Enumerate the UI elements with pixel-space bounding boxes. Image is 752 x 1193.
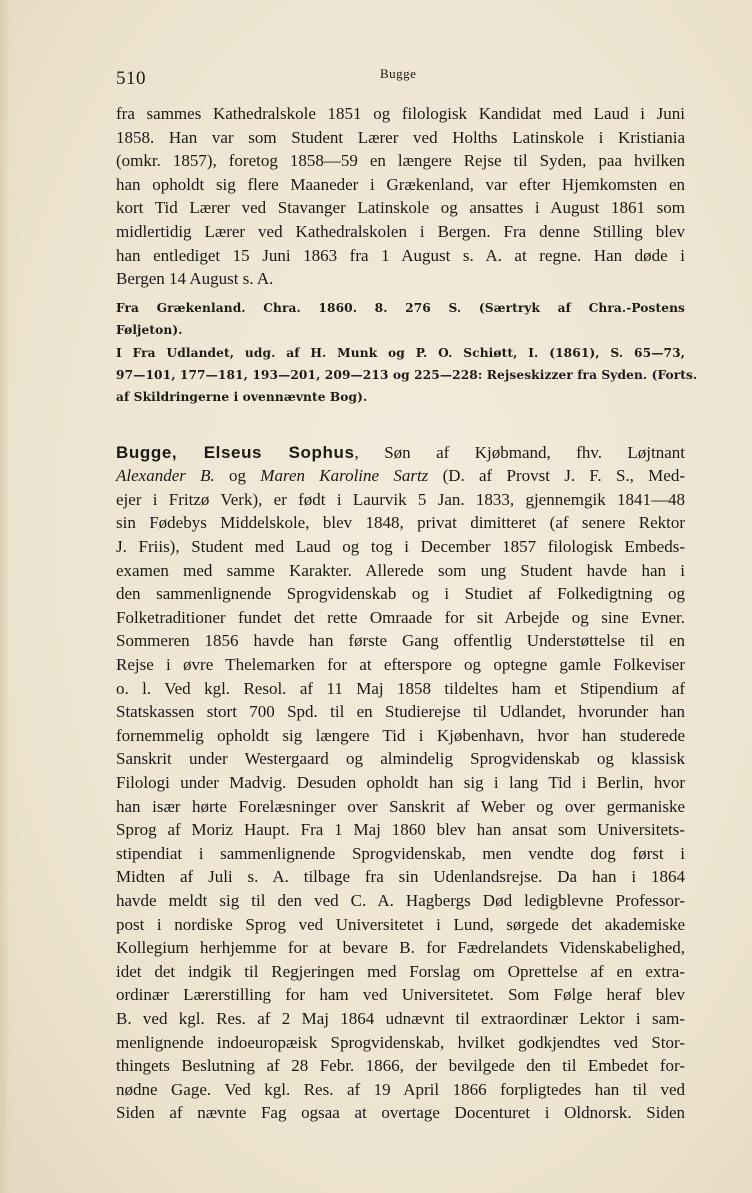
entry-name: Bugge, Elseus Sophus xyxy=(116,442,355,462)
bibliography-line: I Fra Udlandet, udg. af H. Munk og P. O. Schiøtt, I. (1861), S. 65—73, xyxy=(116,345,685,360)
page-body xyxy=(116,102,698,1125)
text-line: midlertidig Lærer ved Kathedralskolen i Bergen. Fra denne Stilling blev xyxy=(116,221,685,241)
text-line: den sammenlignende Sprogvidenskab og i Studiet af Folkedigtning og xyxy=(116,584,685,604)
text-line: ordinær Lærerstilling for ham ved Universitetet. Som Følge heraf blev xyxy=(116,985,685,1005)
entry-1-bibliography xyxy=(116,297,698,409)
text-line: examen med samme Karakter. Allerede som ung Student havde han i xyxy=(116,560,685,580)
bibliography-line: 97—101, 177—181, 193—201, 209—213 og 225—228: Rejseskizzer fra Syden. (Forts. xyxy=(116,367,698,382)
text-fragment: , Søn af Kjøbmand, fhv. Løjtnant xyxy=(354,442,685,462)
text-line: ejer i Fritzø Verk), er født i Laurvik 5 Jan. 1833, gjennemgik 1841—48 xyxy=(116,489,685,509)
text-line: (omkr. 1857), foretog 1858—59 en længere Rejse til Syden, paa hvilken xyxy=(116,151,685,171)
father-name: Alexander B. xyxy=(116,466,215,486)
text-line: fra sammes Kathedralskole 1851 og filologisk Kandidat med Laud i Juni xyxy=(116,104,685,123)
text-line: Midten af Juli s. A. tilbage fra sin Udenlandsrejse. Da han i 1864 xyxy=(116,867,685,887)
text-line: han entlediget 15 Juni 1863 fra 1 August s. A. at regne. Han døde i xyxy=(116,245,685,265)
text-line: stipendiat i sammenlignende Sprogvidenskab, men vendte dog først i xyxy=(116,843,685,863)
text-line: 1858. Han var som Student Lærer ved Holths Latinskole i Kristiania xyxy=(116,127,685,147)
text-line: sin Fødebys Middelskole, blev 1848, privat dimitteret (af senere Rektor xyxy=(116,513,685,533)
entry-1-text xyxy=(116,102,685,291)
text-line: idet det indgik til Regjeringen med Forslag om Oprettelse af en extra- xyxy=(116,961,685,981)
text-line: han opholdt sig flere Maaneder i Grækenland, var efter Hjemkomsten en xyxy=(116,174,685,194)
mother-name: Maren Karoline Sartz xyxy=(260,466,429,486)
entry-heading-line xyxy=(116,441,685,465)
text-line: Bergen 14 August s. A. xyxy=(116,269,274,289)
page-number: 510 xyxy=(116,68,146,89)
entry-2-text xyxy=(116,441,685,1125)
text-line: Folketraditioner fundet det rette Omraade for sit Arbejde og sine Evner. xyxy=(116,607,685,627)
text-line: thingets Beslutning af 28 Febr. 1866, der bevilgede den til Embedet for- xyxy=(116,1056,685,1076)
text-line: nødne Gage. Ved kgl. Res. af 19 April 1866 forpligtedes han til ved xyxy=(116,1079,685,1099)
text-line: Statskassen stort 700 Spd. til en Studierejse til Udlandet, hvorunder han xyxy=(116,702,685,722)
text-line: post i nordiske Sprog ved Universitetet i Lund, sørgede det akademiske xyxy=(116,914,685,934)
text-line: Kollegium herhjemme for at bevare B. for Fædrelandets Videnskabelighed, xyxy=(116,938,685,958)
text-line: menlignende indoeuropæisk Sprogvidenskab, hvilket godkjendtes ved Stor- xyxy=(116,1032,685,1052)
page-header xyxy=(116,66,684,92)
text-line: fornemmelig opholdt sig længere Tid i Kjøbenhavn, hvor han studerede xyxy=(116,725,685,745)
text-line: kort Tid Lærer ved Stavanger Latinskole og ansattes i August 1861 som xyxy=(116,198,685,218)
text-line: han især hørte Forelæsninger over Sanskrit af Weber og over germaniske xyxy=(116,796,685,816)
text-line: Sprog af Moriz Haupt. Fra 1 Maj 1860 blev han ansat som Universitets- xyxy=(116,820,685,840)
text-line: havde meldt sig til den ved C. A. Hagbergs Død ledigblevne Professor- xyxy=(116,890,685,910)
text-line xyxy=(116,464,685,488)
text-fragment: og xyxy=(214,466,261,486)
text-line: B. ved kgl. Res. af 2 Maj 1864 udnævnt til extraordinær Lektor i sam- xyxy=(116,1008,685,1028)
bibliography-line: Føljeton). xyxy=(116,323,183,338)
bibliography-line: af Skildringerne i ovennævnte Bog). xyxy=(116,390,368,405)
text-line: Rejse i øvre Thelemarken for at efterspore og optegne gamle Folkeviser xyxy=(116,655,685,675)
running-head: Bugge xyxy=(380,66,417,81)
text-line: Sanskrit under Westergaard og almindelig Sprogvidenskab og klassisk xyxy=(116,749,685,769)
text-fragment: (D. af Provst J. F. S., Med- xyxy=(428,466,685,486)
text-line: Siden af nævnte Fag ogsaa at overtage Docenturet i Oldnorsk. Siden xyxy=(116,1103,685,1123)
text-line: J. Friis), Student med Laud og tog i December 1857 filologisk Embeds- xyxy=(116,537,685,557)
text-line: Filologi under Madvig. Desuden opholdt han sig i lang Tid i Berlin, hvor xyxy=(116,773,685,793)
text-line: o. l. Ved kgl. Resol. af 11 Maj 1858 tildeltes ham et Stipendium af xyxy=(116,678,685,698)
bibliography-line: Fra Grækenland. Chra. 1860. 8. 276 S. (Særtryk af Chra.-Postens xyxy=(116,300,685,315)
text-line: Sommeren 1856 havde han første Gang offentlig Understøttelse til en xyxy=(116,631,685,651)
